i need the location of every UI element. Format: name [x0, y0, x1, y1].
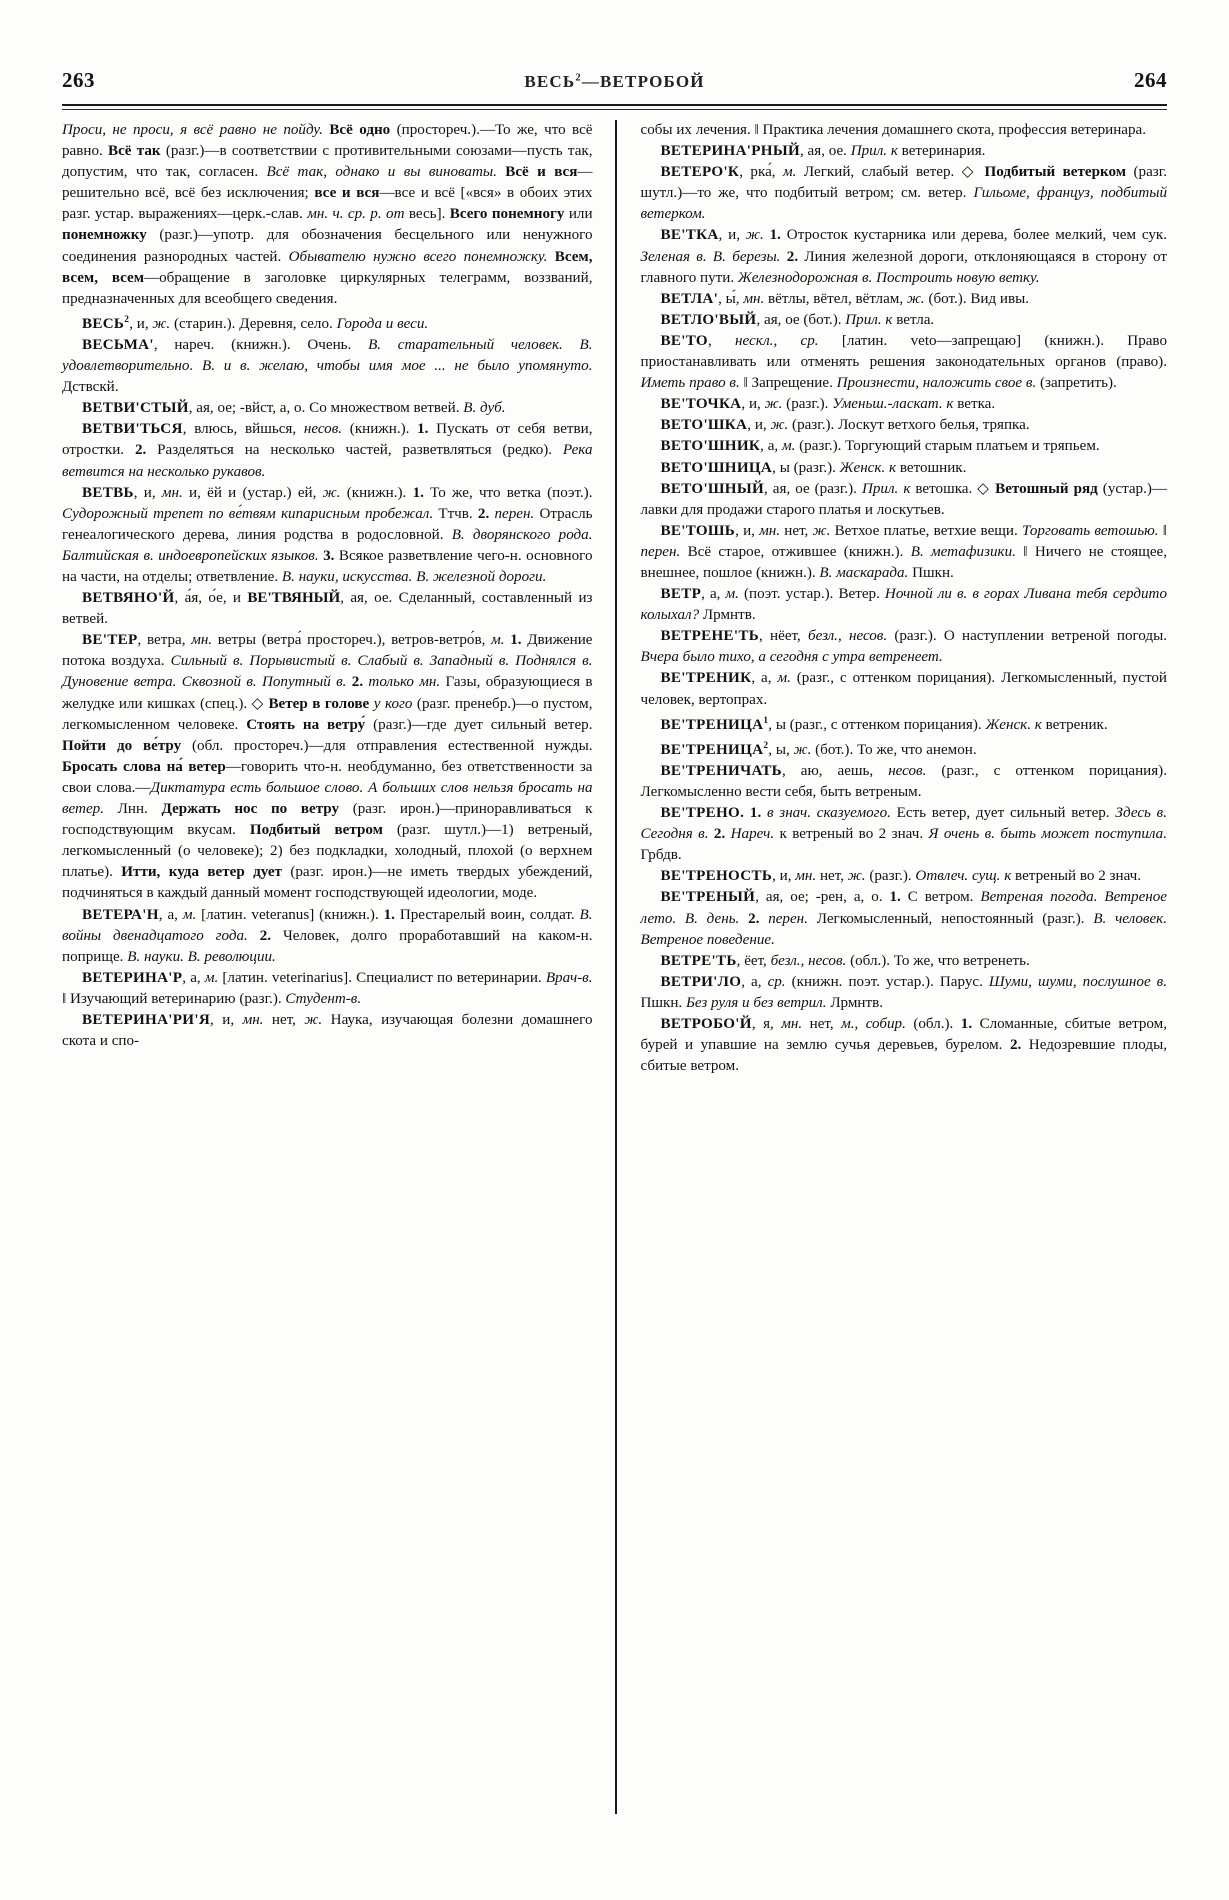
entry-headword: ВЕТРИ'ЛО: [660, 973, 742, 990]
dictionary-entry: [62, 1010, 593, 1052]
entry-body: , ы (разг., с оттенком порицания). Женск. к ветреник.: [768, 716, 1108, 733]
dictionary-entry: [641, 1014, 1168, 1077]
entry-headword: ВЕСЬМА': [82, 336, 154, 353]
entry-headword: ВЕТЕРА'Н: [82, 906, 159, 923]
entry-continuation: Проси, не проси, я всё равно не пойду. Всё одно (простореч.).—То же, что всё равно. Всё так (разг.)—в соответствии с противительными союзами—пусть так, допустим, что так, согласен. Всё так, однако и вы виноваты. Всё и вся—решительно всё, всё без исключения; все и вся—все и всё [«вся» в обоих этих разг. устар. выражениях—церк.-слав. мн. ч. ср. р. от весь]. Всего понемногу или понемножку (разг.)—употр. для обозначения бесцельного или ненужного соединения разнородных частей. Обывателю нужно всего понемножку. Всем, всем, всем—обращение в заголовке циркулярных телеграмм, воззваний, предназначенных для всеобщего сведения.: [62, 122, 593, 307]
dictionary-entry: [641, 415, 1168, 436]
entry-headword: ВЕ'ТРЕНИЦА$^2$: [660, 740, 769, 758]
entry-body: , ы (разг.). Женск. к ветошник.: [772, 459, 967, 476]
entry-body: , ы́, мн. вётлы, вётел, вётлам, ж. (бот.). Вид ивы.: [718, 290, 1030, 307]
entry-body: , а, м. (разг.). Торгующий старым платьем и тряпьем.: [760, 438, 1100, 455]
body-columns: [62, 120, 1167, 1814]
entry-body: , и, ж. 1. Отросток кустарника или дерева, более мелкий, чем сук. Зеленая в. В. березы. 2. Линия железной дороги, отклоняющаяся в сторону от главного пути. Железнодорожная в. Построить новую ветку.: [640, 227, 1168, 286]
dictionary-entry: [641, 972, 1168, 1014]
dictionary-entry: [641, 866, 1168, 887]
dictionary-entry: [62, 398, 593, 419]
entry-body: , а, м. [латин. veteranus] (книжн.). 1. Престарелый воин, солдат. В. войны двенадцатого года. 2. Человек, долго проработавший на каком-н. поприще. В. науки. В. революции.: [62, 906, 593, 965]
dictionary-entry: [62, 419, 593, 482]
entry-body: , нёет, безл., несов. (разг.). О наступлении ветреной погоды. Вчера было тихо, а сегодня с утра ветренеет.: [640, 628, 1168, 666]
dictionary-entry: [641, 803, 1168, 866]
entry-headword: ВЕ'ТЕР: [82, 632, 138, 649]
entry-body: , а, м. (разг., с оттенком порицания). Легкомысленный, пустой человек, вертопрах.: [640, 670, 1167, 708]
entry-headword: ВЕ'ТО: [660, 332, 708, 349]
entry-headword: ВЕТО'ШНИК: [660, 438, 761, 455]
entry-headword: ВЕ'ТРЕНИЧАТЬ: [660, 762, 782, 779]
entry-body: , ы, ж. (бот.). То же, что анемон.: [768, 741, 977, 758]
entry-body: , и, мн. нет, ж. (разг.). Отвлеч. сущ. к ветреный во 2 знач.: [772, 868, 1142, 885]
running-title-lemma: ВЕСЬ: [524, 72, 576, 91]
entry-headword: ВЕ'ТОЧКА: [660, 396, 742, 413]
entry-headword: ВЕТРОБО'Й: [660, 1016, 752, 1032]
entry-body: , ёет, безл., несов. (обл.). То же, что ветренеть.: [736, 952, 1030, 969]
entry-body: , ветра, мн. ветры (ветра́ простореч.), ветров-ветро́в, м. 1. Движение потока воздуха. Сильный в. Порывистый в. Слабый в. Западный в. Поднялся в. Дуновение ветра. Сквозной в. Попутный в. 2. только мн. Газы, образующиеся в желудке или кишках (спец.). ◇ Ветер в голове у кого (разг. пренебр.)—о пустом, легкомысленном человеке. Стоять на ветру́ (разг.)—где дует сильный ветер. Пойти до ве́тру (обл. простореч.)—для отправления естественной нужды. Бросать слова на́ ветер—говорить что-н. необдуманно, без ответственности за свои слова.—Диктатура есть большое слово. А больших слов нельзя бросать на ветер. Лнн. Держать нос по ветру (разг. ирон.)—приноравливаться к господствующим вкусам. Подбитый ветром (разг. шутл.)—1) ветреный, легкомысленный (о человеке); 2) без подкладки, холодный, плохой (о верхнем платье). Итти, куда ветер дует (разг. ирон.)—не иметь твердых убеждений, подчиняться в каждый данный момент господствующей идеологии, моде.: [62, 632, 593, 902]
header-rule-thick: [62, 104, 1167, 106]
entry-body: , ая, ое; -вйст, а, о. Со множеством ветвей. В. дуб.: [188, 400, 506, 417]
entry-body: , а, м. (поэт. устар.). Ветер. Ночной ли в. в горах Ливана тебя сердито колыхал? Лрмнтв.: [640, 586, 1168, 624]
entry-list-right: [641, 141, 1168, 1077]
entry-body: 1. в знач. сказуемого. Есть ветер, дует сильный ветер. Здесь в. Сегодня в. 2. Нареч. к ветреный во 2 знач. Я очень в. быть может поступила. Грбдв.: [640, 805, 1167, 864]
dictionary-entry: [641, 887, 1168, 950]
entry-headword: ВЕ'ТРЕНО.: [660, 805, 745, 822]
entry-body: , а́я, о́е, и ВЕ'ТВЯНЫЙ, ая, ое. Сделанный, составленный из ветвей.: [62, 590, 593, 628]
dictionary-entry: [641, 584, 1168, 626]
entry-headword: ВЕТВЯНО'Й: [82, 590, 175, 607]
header-rule-thin: [62, 109, 1167, 110]
entry-body: , рка́, м. Легкий, слабый ветер. ◇ Подбитый ветерком (разг. шутл.)—то же, что подбитый ветром; см. ветер. Гильоме, француз, подбитый ветерком.: [640, 164, 1168, 223]
entry-headword: ВЕ'ТРЕНИК: [660, 670, 752, 687]
dictionary-entry: [641, 951, 1168, 972]
entry-body: , и, ж. (разг.). Уменьш.-ласкат. к ветка.: [741, 396, 996, 413]
entry-headword-superscript: 2: [124, 314, 130, 325]
running-title-superscript: 2: [575, 72, 582, 84]
continued-entry-left: [62, 120, 593, 310]
entry-headword: ВЕ'ТРЕНЫЙ: [660, 889, 756, 906]
entry-list-left: [62, 310, 593, 1052]
dictionary-entry: [641, 141, 1168, 162]
entry-headword-superscript: 1: [763, 715, 769, 726]
entry-body: , влюсь, вйшься, несов. (книжн.). 1. Пускать от себя ветви, отростки. 2. Разделяться на несколько частей, разветвляться (редко). Река ветвится на несколько рукавов.: [62, 421, 593, 480]
entry-body: , и, мн. нет, ж. Ветхое платье, ветхие вещи. Торговать ветошью. ‖ перен. Всё старое, отжившее (книжн.). В. метафизики. ‖ Ничего не стоящее, внешнее, пошлое (книжн.). В. маскарада. Пшкн.: [640, 522, 1168, 581]
entry-headword: ВЕ'ТКА: [660, 227, 719, 244]
entry-body: , а, ср. (книжн. поэт. устар.). Парус. Шуми, шуми, послушное в. Пшкн. Без руля и без ветрил. Лрмнтв.: [640, 973, 1168, 1011]
running-title-tail: —ВЕТРОБОЙ: [581, 72, 705, 91]
entry-body: , и, мн. и, ёй и (устар.) ей, ж. (книжн.). 1. То же, что ветка (поэт.). Судорожный трепет по ве́твям кипарисным пробежал. Ттчв. 2. перен. Отрасль генеалогического дерева, линия родства в родословной. В. дворянского рода. Балтийская в. индоевропейских языков. 3. Всякое разветвление чего-н. основного на части, на отделы; ответвление. В. науки, искусства. В. железной дороги.: [62, 484, 593, 585]
entry-body: , аю, аешь, несов. (разг., с оттенком порицания). Легкомысленно вести себя, быть ветреным.: [640, 762, 1167, 800]
header-rule: [62, 104, 1167, 112]
dictionary-entry: [641, 331, 1168, 394]
entry-body: , ая, ое (разг.). Прил. к ветошка. ◇ Ветошный ряд (устар.)—лавки для продажи старого платья и лоскутьев.: [640, 480, 1167, 518]
entry-headword: ВЕТЕРО'К: [660, 164, 740, 181]
entry-headword: ВЕСЬ$^2$: [82, 314, 130, 332]
continued-entry-right: [641, 120, 1168, 141]
entry-headword: ВЕТЛА': [660, 290, 719, 307]
entry-headword: ВЕТРЕ'ТЬ: [660, 952, 737, 969]
entry-body: , и, ж. (старин.). Деревня, село. Города и веси.: [129, 315, 429, 332]
entry-headword: ВЕТРЕНЕ'ТЬ: [660, 628, 760, 645]
entry-headword: ВЕТО'ШНЫЙ: [660, 480, 765, 497]
dictionary-entry: [62, 630, 593, 904]
dictionary-entry: [641, 394, 1168, 415]
entry-headword-superscript: 2: [763, 740, 769, 751]
entry-headword: ВЕТЕРИНА'Р: [82, 969, 183, 986]
dictionary-entry: [62, 483, 593, 588]
dictionary-entry: [62, 905, 593, 968]
entry-body: , и, ж. (разг.). Лоскут ветхого белья, тряпка.: [747, 417, 1030, 434]
entry-continuation: собы их лечения. ‖ Практика лечения домашнего скота, профессия ветеринара.: [640, 122, 1147, 138]
entry-headword: ВЕТЕРИНА'РИ'Я: [82, 1011, 211, 1028]
dictionary-entry: [641, 761, 1168, 803]
dictionary-entry: [641, 711, 1168, 736]
entry-body: , а, м. [латин. veterinarius]. Специалист по ветеринарии. Врач-в. ‖ Изучающий ветеринарию (разг.). Студент-в.: [62, 969, 593, 1007]
column-left: [62, 120, 615, 1814]
dictionary-entry: [641, 289, 1168, 310]
entry-headword: ВЕТВИ'ТЬСЯ: [82, 421, 183, 438]
running-title: [524, 72, 704, 92]
dictionary-entry: [641, 310, 1168, 331]
entry-body: , и, мн. нет, ж. Наука, изучающая болезни домашнего скота и спо-: [62, 1011, 593, 1050]
entry-body: , ая, ое. Прил. к ветеринария.: [800, 143, 986, 160]
dictionary-entry: [641, 668, 1168, 710]
entry-body: , я, мн. нет, м., собир. (обл.). 1. Сломанные, сбитые ветром, бурей и упавшие на землю сучья деревьев, бурелом. 2. Недозревшие плоды, сбитые ветром.: [640, 1016, 1167, 1075]
entry-headword: ВЕТЕРИНА'РНЫЙ: [660, 143, 800, 160]
entry-headword: ВЕ'ТРЕНОСТЬ: [660, 868, 773, 885]
dictionary-entry: [641, 736, 1168, 761]
entry-headword: ВЕТР: [660, 586, 702, 603]
folio-left: 263: [62, 68, 95, 92]
entry-headword: ВЕТВЬ: [82, 484, 134, 501]
dictionary-entry: [641, 225, 1168, 288]
dictionary-entry: [641, 436, 1168, 457]
entry-headword: ВЕТЛО'ВЫЙ: [660, 311, 757, 328]
entry-headword: ВЕТВИ'СТЫЙ: [82, 400, 189, 417]
dictionary-entry: [641, 458, 1168, 479]
dictionary-entry: [641, 521, 1168, 584]
entry-body: , ая, ое; -рен, а, о. 1. С ветром. Ветреная погода. Ветреное лето. В. день. 2. перен. Легкомысленный, непостоянный (разг.). В. человек. Ветреное поведение.: [640, 889, 1168, 948]
dictionary-entry: [62, 335, 593, 398]
dictionary-entry: [641, 162, 1168, 225]
entry-headword: ВЕТО'ШНИЦА: [660, 459, 773, 476]
entry-body: , ая, ое (бот.). Прил. к ветла.: [756, 311, 935, 328]
entry-headword: ВЕ'ТРЕНИЦА$^1$: [660, 715, 769, 733]
column-right: [615, 120, 1168, 1814]
dictionary-entry: [62, 968, 593, 1010]
entry-headword: ВЕ'ТОШЬ: [660, 522, 736, 539]
dictionary-entry: [62, 310, 593, 335]
folio-right: 264: [1134, 68, 1167, 92]
entry-headword: ВЕТО'ШКА: [660, 417, 748, 434]
dictionary-entry: [641, 626, 1168, 668]
dictionary-entry: [62, 588, 593, 630]
dictionary-entry: [641, 479, 1168, 521]
entry-body: , нескл., ср. [латин. veto—запрещаю] (книжн.). Право приостанавливать или отменять решения законодательных органов (право). Иметь право в. ‖ Запрещение. Произнести, наложить свое в. (запретить).: [640, 332, 1168, 392]
page-header: [62, 68, 1167, 94]
entry-body: , нареч. (книжн.). Очень. В. старательный человек. В. удовлетворительно. В. и в. желаю, чтобы имя мое ... не было упомянуто. Дствскй.: [62, 336, 593, 396]
